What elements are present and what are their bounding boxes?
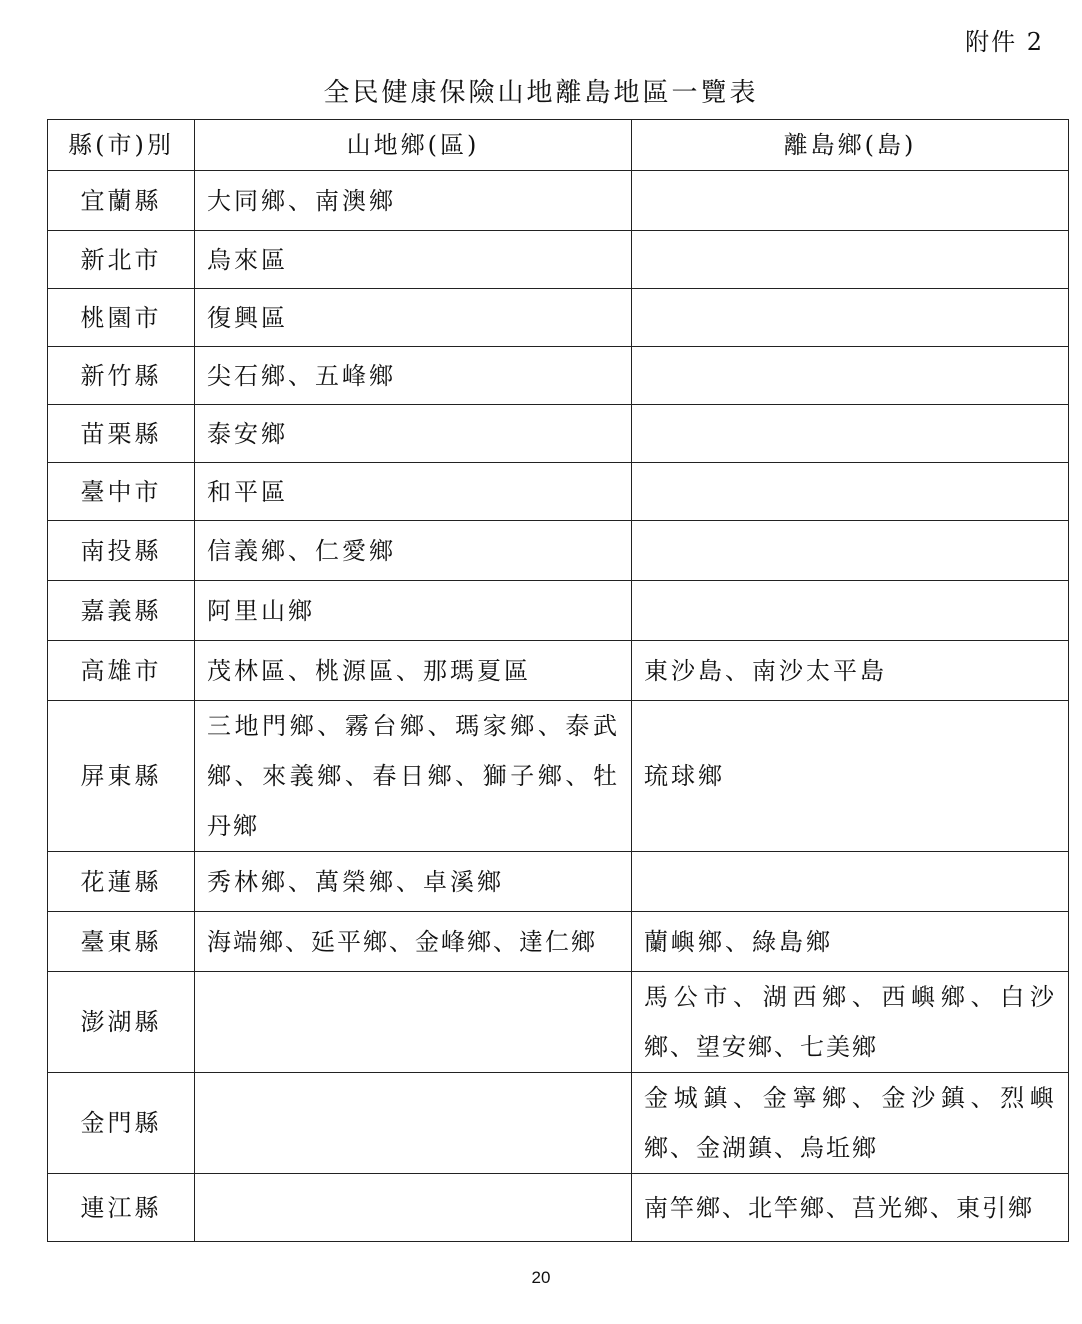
county-cell: 宜蘭縣 [48,171,195,231]
table-row [48,231,1069,289]
mountain-cell: 三地門鄉、霧台鄉、瑪家鄉、泰武鄉、來義鄉、春日鄉、獅子鄉、牡丹鄉 [195,701,632,852]
county-cell: 新竹縣 [48,347,195,405]
table-row [48,521,1069,581]
mountain-cell: 烏來區 [195,231,632,289]
header-mountain: 山地鄉(區) [195,120,632,171]
county-cell: 嘉義縣 [48,581,195,641]
mountain-cell: 海端鄉、延平鄉、金峰鄉、達仁鄉 [195,912,632,972]
county-cell: 臺東縣 [48,912,195,972]
mountain-cell [195,1073,632,1174]
island-cell: 東沙島、南沙太平島 [632,641,1069,701]
table-row [48,171,1069,231]
mountain-cell: 復興區 [195,289,632,347]
county-cell: 花蓮縣 [48,852,195,912]
table-row [48,347,1069,405]
region-table [47,119,1069,1242]
mountain-cell: 大同鄉、南澳鄉 [195,171,632,231]
island-cell [632,521,1069,581]
island-cell [632,231,1069,289]
table-row [48,852,1069,912]
mountain-cell: 秀林鄉、萬榮鄉、卓溪鄉 [195,852,632,912]
island-cell [632,852,1069,912]
mountain-cell: 信義鄉、仁愛鄉 [195,521,632,581]
county-cell: 苗栗縣 [48,405,195,463]
county-cell: 連江縣 [48,1174,195,1242]
island-cell: 蘭嶼鄉、綠島鄉 [632,912,1069,972]
island-cell [632,347,1069,405]
mountain-cell: 泰安鄉 [195,405,632,463]
attachment-label: 附件 2 [965,28,1044,56]
table-row [48,581,1069,641]
county-cell: 桃園市 [48,289,195,347]
island-cell: 馬公市、湖西鄉、西嶼鄉、白沙鄉、望安鄉、七美鄉 [632,972,1069,1073]
county-cell: 金門縣 [48,1073,195,1174]
county-cell: 澎湖縣 [48,972,195,1073]
mountain-cell: 尖石鄉、五峰鄉 [195,347,632,405]
island-cell [632,171,1069,231]
island-cell [632,581,1069,641]
table-row [48,1174,1069,1242]
table-row [48,289,1069,347]
mountain-cell: 茂林區、桃源區、那瑪夏區 [195,641,632,701]
table-row [48,1073,1069,1174]
table-row [48,701,1069,852]
mountain-cell [195,1174,632,1242]
mountain-cell: 和平區 [195,463,632,521]
island-cell [632,289,1069,347]
mountain-cell [195,972,632,1073]
header-island: 離島鄉(島) [632,120,1069,171]
island-cell: 金城鎮、金寧鄉、金沙鎮、烈嶼鄉、金湖鎮、烏坵鄉 [632,1073,1069,1174]
table-row [48,641,1069,701]
county-cell: 高雄市 [48,641,195,701]
document-title: 全民健康保險山地離島地區一覽表 [323,78,759,108]
table-row [48,972,1069,1073]
county-cell: 臺中市 [48,463,195,521]
county-cell: 南投縣 [48,521,195,581]
island-cell: 南竿鄉、北竿鄉、莒光鄉、東引鄉 [632,1174,1069,1242]
page-number: 20 [531,1268,551,1287]
table-row [48,463,1069,521]
mountain-cell: 阿里山鄉 [195,581,632,641]
header-county: 縣(市)別 [48,120,195,171]
table-row [48,405,1069,463]
island-cell: 琉球鄉 [632,701,1069,852]
county-cell: 新北市 [48,231,195,289]
county-cell: 屏東縣 [48,701,195,852]
table-row [48,912,1069,972]
table-header-row [48,120,1069,171]
island-cell [632,405,1069,463]
island-cell [632,463,1069,521]
